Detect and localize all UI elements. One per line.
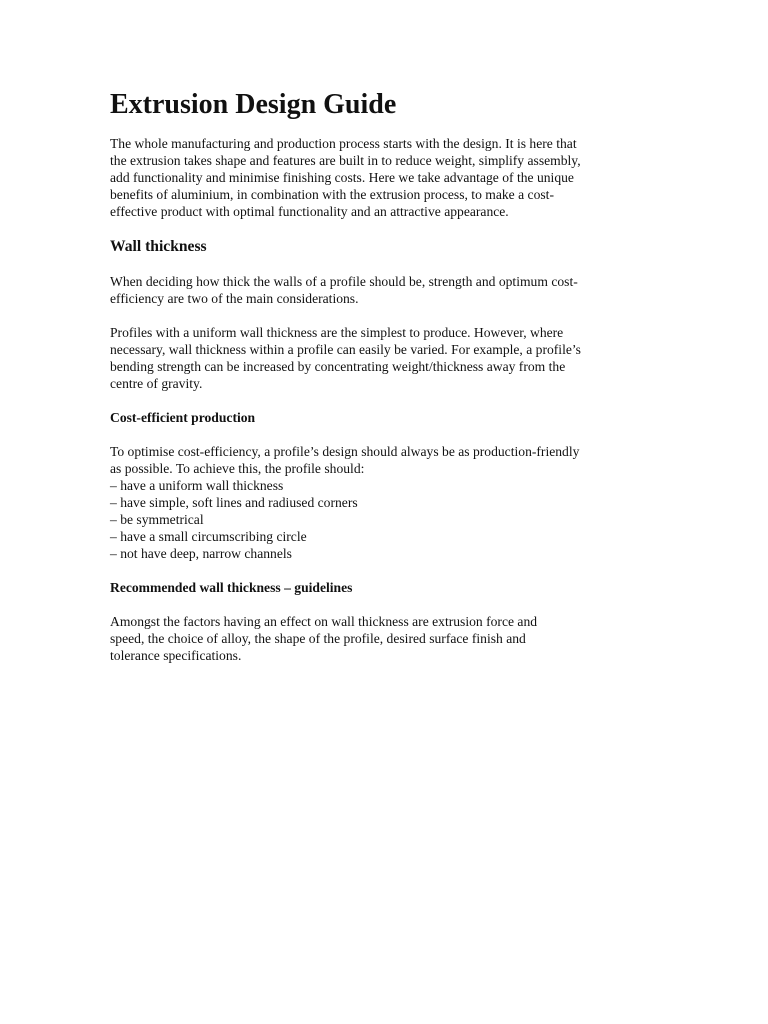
text-line: speed, the choice of alloy, the shape of the profile, desired surface finish and xyxy=(110,631,526,646)
intro-paragraph xyxy=(110,135,655,220)
wall-thickness-paragraph-2 xyxy=(110,324,655,392)
list-item: – not have deep, narrow channels xyxy=(110,546,292,561)
guideline-list xyxy=(110,477,655,562)
text-line: The whole manufacturing and production process starts with the design. It is here that xyxy=(110,136,577,151)
text-line: To optimise cost-efficiency, a profile’s design should always be as production-friendly xyxy=(110,444,580,459)
text-line: as possible. To achieve this, the profile should: xyxy=(110,461,365,476)
page-title: Extrusion Design Guide xyxy=(110,89,397,120)
section-heading-recommended: Recommended wall thickness – guidelines xyxy=(110,580,353,595)
section-heading-cost-efficient: Cost-efficient production xyxy=(110,410,256,425)
text-line: benefits of aluminium, in combination with the extrusion process, to make a cost- xyxy=(110,187,554,202)
recommended-paragraph xyxy=(110,613,655,664)
list-item: – be symmetrical xyxy=(110,512,204,527)
text-line: bending strength can be increased by concentrating weight/thickness away from the xyxy=(110,359,566,374)
cost-efficient-paragraph xyxy=(110,443,655,477)
wall-thickness-paragraph-1 xyxy=(110,273,655,307)
text-line: add functionality and minimise finishing costs. Here we take advantage of the unique xyxy=(110,170,574,185)
list-item: – have a small circumscribing circle xyxy=(110,529,307,544)
section-heading-wall-thickness: Wall thickness xyxy=(110,238,207,255)
text-line: When deciding how thick the walls of a profile should be, strength and optimum cost- xyxy=(110,274,578,289)
document-page xyxy=(110,88,655,664)
text-line: necessary, wall thickness within a profile can easily be varied. For example, a profile’s xyxy=(110,342,581,357)
text-line: Profiles with a uniform wall thickness are the simplest to produce. However, where xyxy=(110,325,564,340)
list-item: – have a uniform wall thickness xyxy=(110,478,284,493)
text-line: tolerance specifications. xyxy=(110,648,242,663)
text-line: efficiency are two of the main considerations. xyxy=(110,291,359,306)
text-line: the extrusion takes shape and features are built in to reduce weight, simplify assembly, xyxy=(110,153,581,168)
text-line: Amongst the factors having an effect on wall thickness are extrusion force and xyxy=(110,614,538,629)
text-line: effective product with optimal functionality and an attractive appearance. xyxy=(110,204,509,219)
list-item: – have simple, soft lines and radiused corners xyxy=(110,495,358,510)
text-line: centre of gravity. xyxy=(110,376,203,391)
